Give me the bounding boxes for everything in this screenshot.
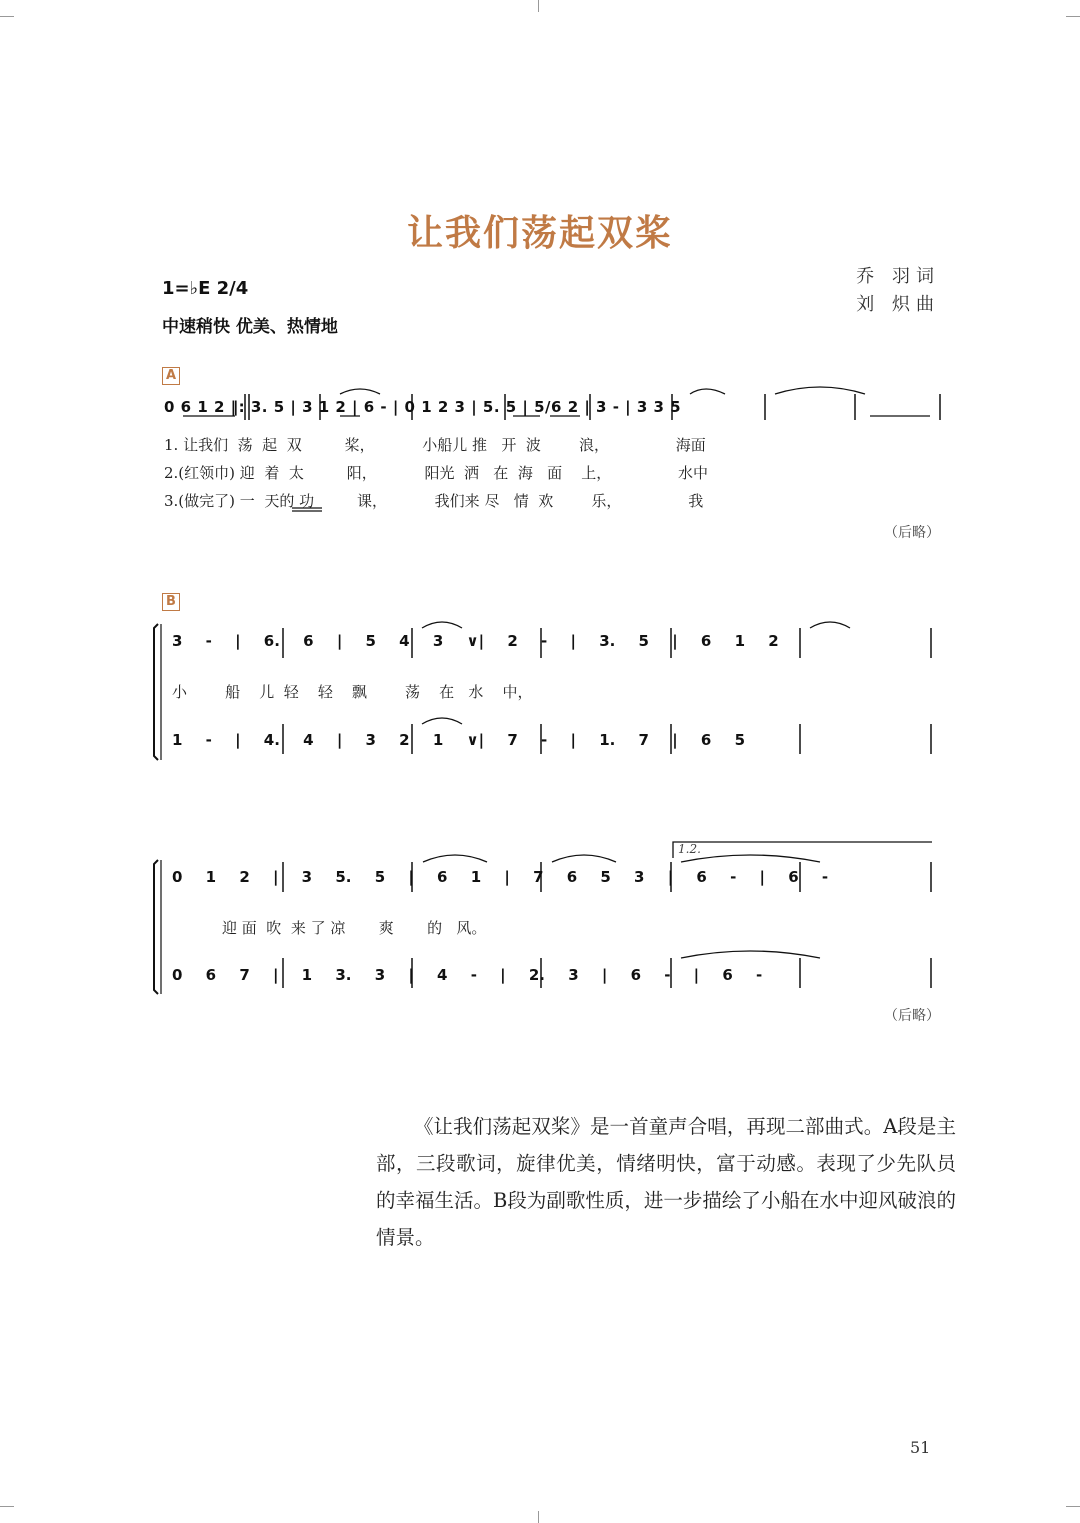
song-title: 让我们荡起双桨 bbox=[406, 212, 673, 254]
section-b-system1-lower-notes: 1 - | 4. 4 | 3 2 1 ∨| 7 - | 1. 7 | 6 5 bbox=[172, 731, 746, 749]
section-a-lyric-verse-2: 2.(红领巾) 迎 着 太 阳， 阳光 洒 在 海 面 上， 水中 bbox=[164, 464, 708, 482]
section-b-system2-barlines bbox=[283, 862, 931, 988]
section-a-beams bbox=[183, 416, 930, 511]
volta-bracket bbox=[673, 842, 932, 858]
section-b-system2-bracket bbox=[154, 860, 161, 994]
section-b-system2-slurs bbox=[423, 855, 820, 958]
section-b-omitted-note: （后略） bbox=[884, 1008, 940, 1024]
section-a-lyric-verse-3: 3.(做完了) 一 天的 功 课， 我们来 尽 情 欢 乐， 我 bbox=[164, 492, 704, 510]
section-b-system1-bracket bbox=[154, 624, 161, 760]
lyricist-credit: 乔 羽词 bbox=[856, 266, 940, 287]
section-b-label: B bbox=[162, 593, 180, 611]
section-b-system1-upper-notes: 3 - | 6. 6 | 5 4 3 ∨| 2 - | 3. 5 | 6 1 2 bbox=[172, 632, 779, 650]
section-a-omitted-note: （后略） bbox=[884, 525, 940, 541]
section-b-system2-lower-notes: 0 6 7 | 1 3. 3 | 4 - | 2. 3 | 6 - | 6 - bbox=[172, 966, 763, 984]
page-number: 51 bbox=[910, 1438, 931, 1457]
description-paragraph: 《让我们荡起双桨》是一首童声合唱，再现二部曲式。A段是主部，三段歌词，旋律优美，情绪明快，富于动感。表现了少先队员的幸福生活。B段为副歌性质，进一步描绘了小船在水中迎风破浪的情景。 bbox=[376, 1115, 956, 1249]
section-a-notes: 0 6 1 2 ‖: 3. 5 | 3 1 2 | 6 - | 0 1 2 3 | 5. 5 | 5/6 2 | 3 - | 3 3 5 bbox=[164, 398, 682, 416]
section-a-slurs bbox=[340, 387, 865, 394]
section-b-system1-slurs bbox=[422, 622, 850, 724]
section-a-lyric-verse-1: 1. 让我们 荡 起 双 桨， 小船儿 推 开 波 浪， 海面 bbox=[164, 436, 706, 454]
section-b-system1-lyrics: 小 船 儿 轻 轻 飘 荡 在 水 中， bbox=[172, 683, 533, 701]
key-signature: 1=♭E 2/4 bbox=[162, 278, 249, 299]
section-b-system2-upper-notes: 0 1 2 | 3 5. 5 | 6 1 | 7 6 5 3 | 6 - | 6 - bbox=[172, 868, 829, 886]
section-a-label: A bbox=[162, 367, 180, 385]
tempo-marking: 中速稍快 优美、热情地 bbox=[162, 317, 338, 337]
section-b-system1-barlines bbox=[283, 628, 931, 754]
volta-bracket-label: 1.2. bbox=[678, 842, 701, 856]
composer-credit: 刘 炽曲 bbox=[856, 294, 940, 315]
section-b-system2-lyrics: 迎 面 吹 来 了 凉 爽 的 风。 bbox=[222, 919, 487, 937]
